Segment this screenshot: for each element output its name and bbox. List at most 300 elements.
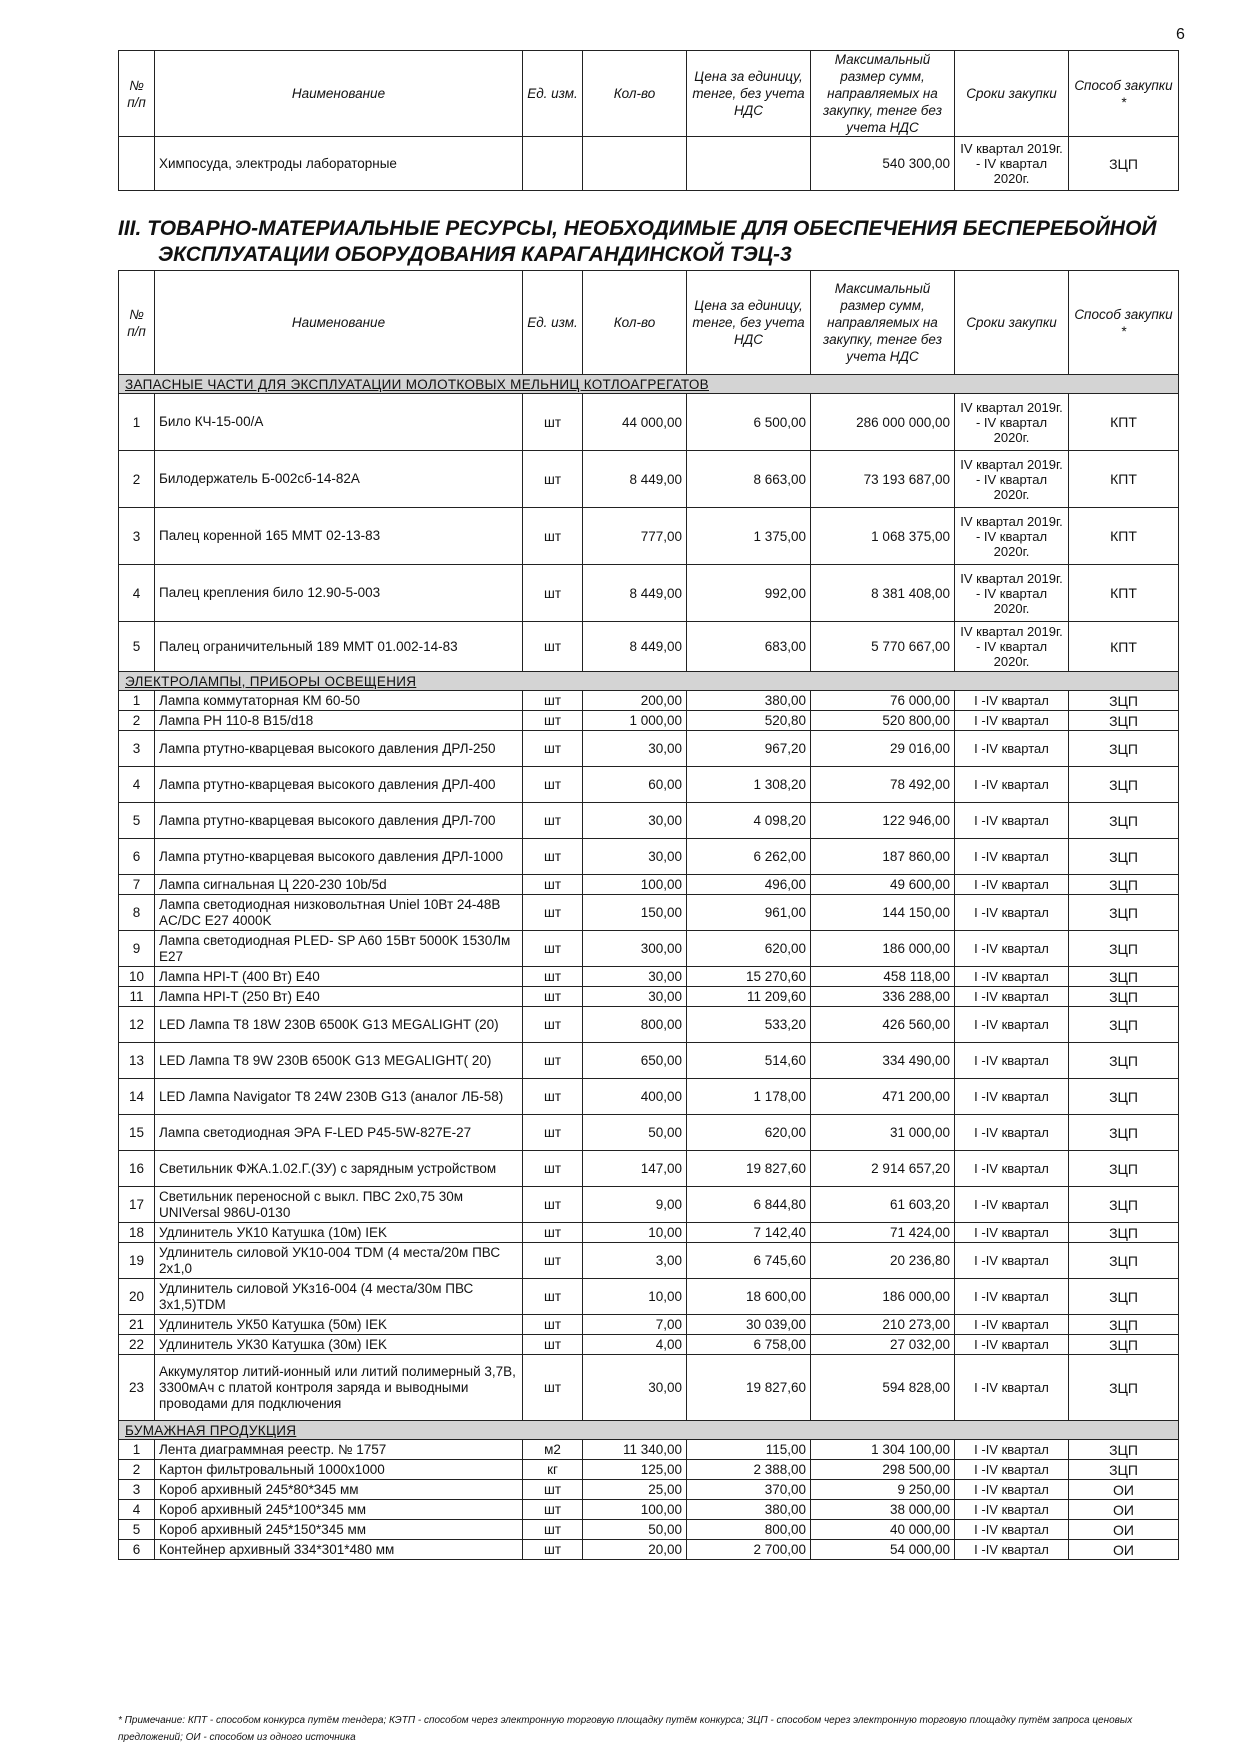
cell-unit: шт <box>523 875 583 895</box>
cell-term: IV квартал 2019г. - IV квартал 2020г. <box>955 565 1069 622</box>
cell-unit: шт <box>523 1480 583 1500</box>
cell-name: Лампа сигнальная Ц 220-230 10b/5d <box>155 875 523 895</box>
cell-unit: шт <box>523 508 583 565</box>
cell-num: 19 <box>119 1243 155 1279</box>
section-header-row <box>119 1421 1179 1440</box>
cell-qty: 8 449,00 <box>583 565 687 622</box>
cell-price: 1 178,00 <box>687 1079 811 1115</box>
cell-max-sum: 520 800,00 <box>811 711 955 731</box>
cell-name: Короб архивный 245*150*345 мм <box>155 1520 523 1540</box>
cell-qty: 650,00 <box>583 1043 687 1079</box>
table-row <box>119 691 1179 711</box>
cell-num: 12 <box>119 1007 155 1043</box>
cell-qty: 3,00 <box>583 1243 687 1279</box>
table-row <box>119 622 1179 672</box>
cell-num: 17 <box>119 1187 155 1223</box>
cell-price: 620,00 <box>687 1115 811 1151</box>
cell-unit: шт <box>523 1315 583 1335</box>
cell-max-sum: 5 770 667,00 <box>811 622 955 672</box>
cell-method: ЗЦП <box>1069 1355 1179 1421</box>
cell-num: 4 <box>119 565 155 622</box>
cell-unit: шт <box>523 691 583 711</box>
cell-term: I -IV квартал <box>955 1480 1069 1500</box>
cell-term: IV квартал 2019г. - IV квартал 2020г. <box>955 137 1069 191</box>
cell-num: 8 <box>119 895 155 931</box>
cell-num: 3 <box>119 1480 155 1500</box>
header-row <box>119 51 1179 137</box>
cell-num <box>119 137 155 191</box>
table-row <box>119 565 1179 622</box>
cell-price: 620,00 <box>687 931 811 967</box>
cell-max-sum: 336 288,00 <box>811 987 955 1007</box>
cell-num: 5 <box>119 803 155 839</box>
cell-qty: 20,00 <box>583 1540 687 1560</box>
cell-term: I -IV квартал <box>955 1243 1069 1279</box>
cell-term: I -IV квартал <box>955 731 1069 767</box>
cell-max-sum: 471 200,00 <box>811 1079 955 1115</box>
cell-price: 380,00 <box>687 691 811 711</box>
cell-qty: 150,00 <box>583 895 687 931</box>
cell-qty: 8 449,00 <box>583 622 687 672</box>
cell-max-sum: 186 000,00 <box>811 931 955 967</box>
cell-method: ЗЦП <box>1069 1187 1179 1223</box>
cell-term: IV квартал 2019г. - IV квартал 2020г. <box>955 508 1069 565</box>
table-row <box>119 1315 1179 1335</box>
cell-qty: 800,00 <box>583 1007 687 1043</box>
cell-qty: 10,00 <box>583 1223 687 1243</box>
header-row <box>119 271 1179 375</box>
cell-max-sum: 286 000 000,00 <box>811 394 955 451</box>
cell-method: ЗЦП <box>1069 1007 1179 1043</box>
table-row <box>119 1335 1179 1355</box>
cell-max-sum: 298 500,00 <box>811 1460 955 1480</box>
cell-num: 9 <box>119 931 155 967</box>
cell-unit: шт <box>523 895 583 931</box>
cell-unit: шт <box>523 451 583 508</box>
cell-price: 496,00 <box>687 875 811 895</box>
cell-qty: 11 340,00 <box>583 1440 687 1460</box>
section-header-row <box>119 375 1179 394</box>
cell-term: I -IV квартал <box>955 1079 1069 1115</box>
cell-num: 3 <box>119 731 155 767</box>
cell-qty: 147,00 <box>583 1151 687 1187</box>
cell-method: ЗЦП <box>1069 839 1179 875</box>
section-header: ЗАПАСНЫЕ ЧАСТИ ДЛЯ ЭКСПЛУАТАЦИИ МОЛОТКОВЫХ МЕЛЬНИЦ КОТЛОАГРЕГАТОВ <box>119 375 1179 394</box>
cell-num: 6 <box>119 839 155 875</box>
cell-qty: 4,00 <box>583 1335 687 1355</box>
table-row <box>119 1460 1179 1480</box>
cell-price <box>687 137 811 191</box>
cell-unit: шт <box>523 1520 583 1540</box>
cell-qty: 30,00 <box>583 1355 687 1421</box>
cell-unit: шт <box>523 731 583 767</box>
table-row <box>119 839 1179 875</box>
cell-max-sum: 54 000,00 <box>811 1540 955 1560</box>
cell-name: Картон фильтровальный 1000х1000 <box>155 1460 523 1480</box>
table-row <box>119 1440 1179 1460</box>
cell-method: ЗЦП <box>1069 967 1179 987</box>
cell-max-sum: 38 000,00 <box>811 1500 955 1520</box>
page-number: 6 <box>1176 26 1185 43</box>
cell-unit: шт <box>523 803 583 839</box>
cell-term: I -IV квартал <box>955 767 1069 803</box>
cell-unit: шт <box>523 565 583 622</box>
cell-unit: шт <box>523 622 583 672</box>
cell-term: I -IV квартал <box>955 839 1069 875</box>
cell-qty: 30,00 <box>583 967 687 987</box>
cell-method: ЗЦП <box>1069 1223 1179 1243</box>
cell-name: Аккумулятор литий-ионный или литий полимерный 3,7В, 3300мАч с платой контроля заряда и выводными проводами для подключения <box>155 1355 523 1421</box>
cell-method: ОИ <box>1069 1520 1179 1540</box>
cell-name: Удлинитель УК30 Катушка (30м) IEK <box>155 1335 523 1355</box>
table-row <box>119 767 1179 803</box>
cell-num: 6 <box>119 1540 155 1560</box>
cell-qty: 100,00 <box>583 875 687 895</box>
cell-qty: 300,00 <box>583 931 687 967</box>
cell-qty: 30,00 <box>583 731 687 767</box>
cell-max-sum: 71 424,00 <box>811 1223 955 1243</box>
cell-max-sum: 1 304 100,00 <box>811 1440 955 1460</box>
cell-num: 16 <box>119 1151 155 1187</box>
cell-term: I -IV квартал <box>955 875 1069 895</box>
table-row <box>119 987 1179 1007</box>
cell-term: I -IV квартал <box>955 1440 1069 1460</box>
cell-max-sum: 334 490,00 <box>811 1043 955 1079</box>
cell-name: Било КЧ-15-00/А <box>155 394 523 451</box>
cell-name: Лампа ртутно-кварцевая высокого давления ДРЛ-400 <box>155 767 523 803</box>
cell-term: I -IV квартал <box>955 1151 1069 1187</box>
table-row <box>119 1279 1179 1315</box>
table-row <box>119 875 1179 895</box>
cell-price: 2 700,00 <box>687 1540 811 1560</box>
cell-unit: шт <box>523 767 583 803</box>
cell-num: 2 <box>119 1460 155 1480</box>
cell-price: 992,00 <box>687 565 811 622</box>
cell-qty: 7,00 <box>583 1315 687 1335</box>
cell-method: ЗЦП <box>1069 1243 1179 1279</box>
cell-method: КПТ <box>1069 394 1179 451</box>
cell-method: ЗЦП <box>1069 767 1179 803</box>
cell-term: IV квартал 2019г. - IV квартал 2020г. <box>955 451 1069 508</box>
cell-num: 3 <box>119 508 155 565</box>
cell-method: ЗЦП <box>1069 691 1179 711</box>
cell-method: ЗЦП <box>1069 1460 1179 1480</box>
cell-method: КПТ <box>1069 451 1179 508</box>
cell-term: I -IV квартал <box>955 967 1069 987</box>
table-row <box>119 451 1179 508</box>
cell-name: Лампа светодиодная низковольтная Uniel 10Вт 24-48В AC/DC E27 4000K <box>155 895 523 931</box>
cell-method: КПТ <box>1069 622 1179 672</box>
table-row <box>119 731 1179 767</box>
cell-term: I -IV квартал <box>955 711 1069 731</box>
cell-name: Светильник переносной с выкл. ПВС 2х0,75 30м UNIVersal 986U-0130 <box>155 1187 523 1223</box>
cell-price: 1 375,00 <box>687 508 811 565</box>
cell-method: ЗЦП <box>1069 895 1179 931</box>
cell-name: Лампа светодиодная PLED- SP A60 15Вт 5000K 1530Лм E27 <box>155 931 523 967</box>
cell-term: I -IV квартал <box>955 803 1069 839</box>
cell-max-sum: 61 603,20 <box>811 1187 955 1223</box>
cell-unit: шт <box>523 711 583 731</box>
cell-price: 11 209,60 <box>687 987 811 1007</box>
cell-price: 520,80 <box>687 711 811 731</box>
cell-num: 10 <box>119 967 155 987</box>
cell-max-sum: 594 828,00 <box>811 1355 955 1421</box>
cell-max-sum: 540 300,00 <box>811 137 955 191</box>
cell-qty: 10,00 <box>583 1279 687 1315</box>
cell-max-sum: 29 016,00 <box>811 731 955 767</box>
cell-max-sum: 27 032,00 <box>811 1335 955 1355</box>
cell-name: Лампа HPI-T (250 Вт) E40 <box>155 987 523 1007</box>
table-row <box>119 1079 1179 1115</box>
cell-max-sum: 40 000,00 <box>811 1520 955 1540</box>
cell-method: ЗЦП <box>1069 1335 1179 1355</box>
footnote: * Примечание: КПТ - способом конкурса путём тендера; КЭТП - способом через электронную торговую площадку путём конкурса; ЗЦП - способом через электронную торговую площадку путём запроса ценовых предложений; ОИ - способом из одного источника <box>118 1715 1133 1743</box>
section-header-row <box>119 672 1179 691</box>
cell-price: 15 270,60 <box>687 967 811 987</box>
cell-name: Удлинитель УК10 Катушка (10м) IEK <box>155 1223 523 1243</box>
cell-max-sum: 20 236,80 <box>811 1243 955 1279</box>
cell-method: ЗЦП <box>1069 1440 1179 1460</box>
cell-method: ЗЦП <box>1069 137 1179 191</box>
cell-term: I -IV квартал <box>955 1520 1069 1540</box>
cell-method: ЗЦП <box>1069 1079 1179 1115</box>
main-table <box>118 270 1179 1560</box>
section-title-line1: III. ТОВАРНО-МАТЕРИАЛЬНЫЕ РЕСУРСЫ, НЕОБХОДИМЫЕ ДЛЯ ОБЕСПЕЧЕНИЯ БЕСПЕРЕБОЙНОЙ <box>118 217 1157 240</box>
cell-term: I -IV квартал <box>955 691 1069 711</box>
cell-name: Билодержатель Б-002сб-14-82А <box>155 451 523 508</box>
cell-num: 4 <box>119 767 155 803</box>
cell-max-sum: 73 193 687,00 <box>811 451 955 508</box>
cell-qty: 60,00 <box>583 767 687 803</box>
cell-name: Светильник ФЖА.1.02.Г.(ЗУ) с зарядным устройством <box>155 1151 523 1187</box>
table-row <box>119 1500 1179 1520</box>
cell-max-sum: 2 914 657,20 <box>811 1151 955 1187</box>
cell-num: 13 <box>119 1043 155 1079</box>
cell-method: ЗЦП <box>1069 1315 1179 1335</box>
cell-unit: шт <box>523 1079 583 1115</box>
header-price: Цена за единицу, тенге, без учета НДС <box>687 271 811 375</box>
cell-name: Лампа ртутно-кварцевая высокого давления ДРЛ-1000 <box>155 839 523 875</box>
cell-max-sum: 426 560,00 <box>811 1007 955 1043</box>
header-name: Наименование <box>155 271 523 375</box>
cell-method: ЗЦП <box>1069 931 1179 967</box>
top-table <box>118 50 1179 191</box>
header-num: № п/п <box>119 51 155 137</box>
cell-num: 1 <box>119 394 155 451</box>
header-unit: Ед. изм. <box>523 271 583 375</box>
cell-method: ЗЦП <box>1069 711 1179 731</box>
cell-method: КПТ <box>1069 508 1179 565</box>
cell-num: 1 <box>119 691 155 711</box>
cell-max-sum: 9 250,00 <box>811 1480 955 1500</box>
cell-num: 14 <box>119 1079 155 1115</box>
cell-term: I -IV квартал <box>955 1500 1069 1520</box>
cell-method: ЗЦП <box>1069 987 1179 1007</box>
section-title-line2: ЭКСПЛУАТАЦИИ ОБОРУДОВАНИЯ КАРАГАНДИНСКОЙ ТЭЦ-3 <box>158 243 792 266</box>
table-row <box>119 931 1179 967</box>
table-row <box>119 1115 1179 1151</box>
cell-qty: 30,00 <box>583 803 687 839</box>
cell-unit: шт <box>523 1187 583 1223</box>
cell-qty: 30,00 <box>583 987 687 1007</box>
cell-unit: шт <box>523 967 583 987</box>
cell-num: 4 <box>119 1500 155 1520</box>
cell-term: I -IV квартал <box>955 1460 1069 1480</box>
cell-price: 6 745,60 <box>687 1243 811 1279</box>
cell-name: LED Лампа Т8 18W 230В 6500K G13 MEGALIGHT (20) <box>155 1007 523 1043</box>
cell-method: ОИ <box>1069 1480 1179 1500</box>
cell-qty: 50,00 <box>583 1115 687 1151</box>
cell-term: IV квартал 2019г. - IV квартал 2020г. <box>955 394 1069 451</box>
cell-num: 2 <box>119 451 155 508</box>
cell-method: ЗЦП <box>1069 1151 1179 1187</box>
cell-unit: м2 <box>523 1440 583 1460</box>
cell-name: Удлинитель УК50 Катушка (50м) IEK <box>155 1315 523 1335</box>
cell-name: Контейнер архивный 334*301*480 мм <box>155 1540 523 1560</box>
cell-name: Лампа РН 110-8 В15/d18 <box>155 711 523 731</box>
cell-num: 15 <box>119 1115 155 1151</box>
cell-term: I -IV квартал <box>955 1335 1069 1355</box>
table-row <box>119 394 1179 451</box>
cell-term: I -IV квартал <box>955 987 1069 1007</box>
cell-num: 21 <box>119 1315 155 1335</box>
cell-term: I -IV квартал <box>955 1115 1069 1151</box>
table-row <box>119 1187 1179 1223</box>
cell-price: 18 600,00 <box>687 1279 811 1315</box>
cell-name: LED Лампа Т8 9W 230В 6500K G13 MEGALIGHT( 20) <box>155 1043 523 1079</box>
section-header: ЭЛЕКТРОЛАМПЫ, ПРИБОРЫ ОСВЕЩЕНИЯ <box>119 672 1179 691</box>
header-term: Сроки закупки <box>955 271 1069 375</box>
header-max-sum: Максимальный размер сумм, направляемых на закупку, тенге без учета НДС <box>811 51 955 137</box>
cell-num: 18 <box>119 1223 155 1243</box>
table-row <box>119 895 1179 931</box>
cell-num: 5 <box>119 622 155 672</box>
cell-qty: 9,00 <box>583 1187 687 1223</box>
table-row <box>119 1223 1179 1243</box>
cell-qty: 200,00 <box>583 691 687 711</box>
table-row <box>119 1540 1179 1560</box>
cell-max-sum: 31 000,00 <box>811 1115 955 1151</box>
cell-max-sum: 186 000,00 <box>811 1279 955 1315</box>
cell-method: ЗЦП <box>1069 803 1179 839</box>
main-table-body <box>119 271 1179 1560</box>
cell-unit: шт <box>523 1007 583 1043</box>
cell-price: 115,00 <box>687 1440 811 1460</box>
cell-unit <box>523 137 583 191</box>
cell-qty: 400,00 <box>583 1079 687 1115</box>
cell-qty: 100,00 <box>583 1500 687 1520</box>
cell-max-sum: 8 381 408,00 <box>811 565 955 622</box>
cell-max-sum: 187 860,00 <box>811 839 955 875</box>
header-name: Наименование <box>155 51 523 137</box>
table-row <box>119 803 1179 839</box>
cell-price: 6 262,00 <box>687 839 811 875</box>
cell-price: 380,00 <box>687 1500 811 1520</box>
cell-price: 19 827,60 <box>687 1355 811 1421</box>
cell-price: 961,00 <box>687 895 811 931</box>
cell-num: 22 <box>119 1335 155 1355</box>
cell-name: Палец крепления било 12.90-5-003 <box>155 565 523 622</box>
cell-name: Короб архивный 245*100*345 мм <box>155 1500 523 1520</box>
cell-method: ЗЦП <box>1069 731 1179 767</box>
header-max-sum: Максимальный размер сумм, направляемых на закупку, тенге без учета НДС <box>811 271 955 375</box>
cell-name: Лампа коммутаторная КМ 60-50 <box>155 691 523 711</box>
cell-num: 7 <box>119 875 155 895</box>
cell-method: ЗЦП <box>1069 1043 1179 1079</box>
cell-unit: шт <box>523 987 583 1007</box>
header-term: Сроки закупки <box>955 51 1069 137</box>
cell-name: Короб архивный 245*80*345 мм <box>155 1480 523 1500</box>
cell-term: I -IV квартал <box>955 1279 1069 1315</box>
cell-price: 1 308,20 <box>687 767 811 803</box>
header-price: Цена за единицу, тенге, без учета НДС <box>687 51 811 137</box>
cell-method: ОИ <box>1069 1540 1179 1560</box>
cell-name: Лента диаграммная реестр. № 1757 <box>155 1440 523 1460</box>
table-row <box>119 1043 1179 1079</box>
cell-unit: шт <box>523 1243 583 1279</box>
cell-num: 2 <box>119 711 155 731</box>
cell-method: КПТ <box>1069 565 1179 622</box>
cell-price: 2 388,00 <box>687 1460 811 1480</box>
cell-max-sum: 144 150,00 <box>811 895 955 931</box>
cell-method: ЗЦП <box>1069 1279 1179 1315</box>
cell-price: 683,00 <box>687 622 811 672</box>
cell-qty: 30,00 <box>583 839 687 875</box>
table-row <box>119 967 1179 987</box>
cell-name: Удлинитель силовой УКз16-004 (4 места/30м ПВС 3х1,5)TDM <box>155 1279 523 1315</box>
cell-unit: шт <box>523 1355 583 1421</box>
table-row <box>119 1007 1179 1043</box>
cell-max-sum: 458 118,00 <box>811 967 955 987</box>
cell-unit: шт <box>523 1335 583 1355</box>
table-row <box>119 1243 1179 1279</box>
cell-term: I -IV квартал <box>955 1187 1069 1223</box>
cell-max-sum: 78 492,00 <box>811 767 955 803</box>
cell-term: I -IV квартал <box>955 1540 1069 1560</box>
cell-max-sum: 122 946,00 <box>811 803 955 839</box>
cell-price: 4 098,20 <box>687 803 811 839</box>
cell-unit: шт <box>523 1223 583 1243</box>
cell-price: 6 844,80 <box>687 1187 811 1223</box>
cell-qty: 1 000,00 <box>583 711 687 731</box>
section-header: БУМАЖНАЯ ПРОДУКЦИЯ <box>119 1421 1179 1440</box>
cell-price: 533,20 <box>687 1007 811 1043</box>
cell-max-sum: 76 000,00 <box>811 691 955 711</box>
cell-qty: 44 000,00 <box>583 394 687 451</box>
cell-name: Лампа ртутно-кварцевая высокого давления ДРЛ-700 <box>155 803 523 839</box>
cell-term: I -IV квартал <box>955 1355 1069 1421</box>
table-row <box>119 1520 1179 1540</box>
header-qty: Кол-во <box>583 271 687 375</box>
cell-qty <box>583 137 687 191</box>
cell-qty: 125,00 <box>583 1460 687 1480</box>
cell-name: Удлинитель силовой УК10-004 TDM (4 места/20м ПВС 2х1,0 <box>155 1243 523 1279</box>
cell-term: I -IV квартал <box>955 1007 1069 1043</box>
cell-name: LED Лампа Navigator Т8 24W 230В G13 (аналог ЛБ-58) <box>155 1079 523 1115</box>
cell-method: ЗЦП <box>1069 875 1179 895</box>
cell-name: Лампа HPI-T (400 Вт) E40 <box>155 967 523 987</box>
cell-name: Лампа светодиодная ЭРА F-LED P45-5W-827E-27 <box>155 1115 523 1151</box>
cell-max-sum: 49 600,00 <box>811 875 955 895</box>
cell-qty: 8 449,00 <box>583 451 687 508</box>
header-method: Способ закупки * <box>1069 51 1179 137</box>
table-row <box>119 1151 1179 1187</box>
cell-term: I -IV квартал <box>955 931 1069 967</box>
cell-unit: шт <box>523 1043 583 1079</box>
cell-unit: шт <box>523 1540 583 1560</box>
section-title <box>118 216 1178 268</box>
cell-unit: шт <box>523 1115 583 1151</box>
